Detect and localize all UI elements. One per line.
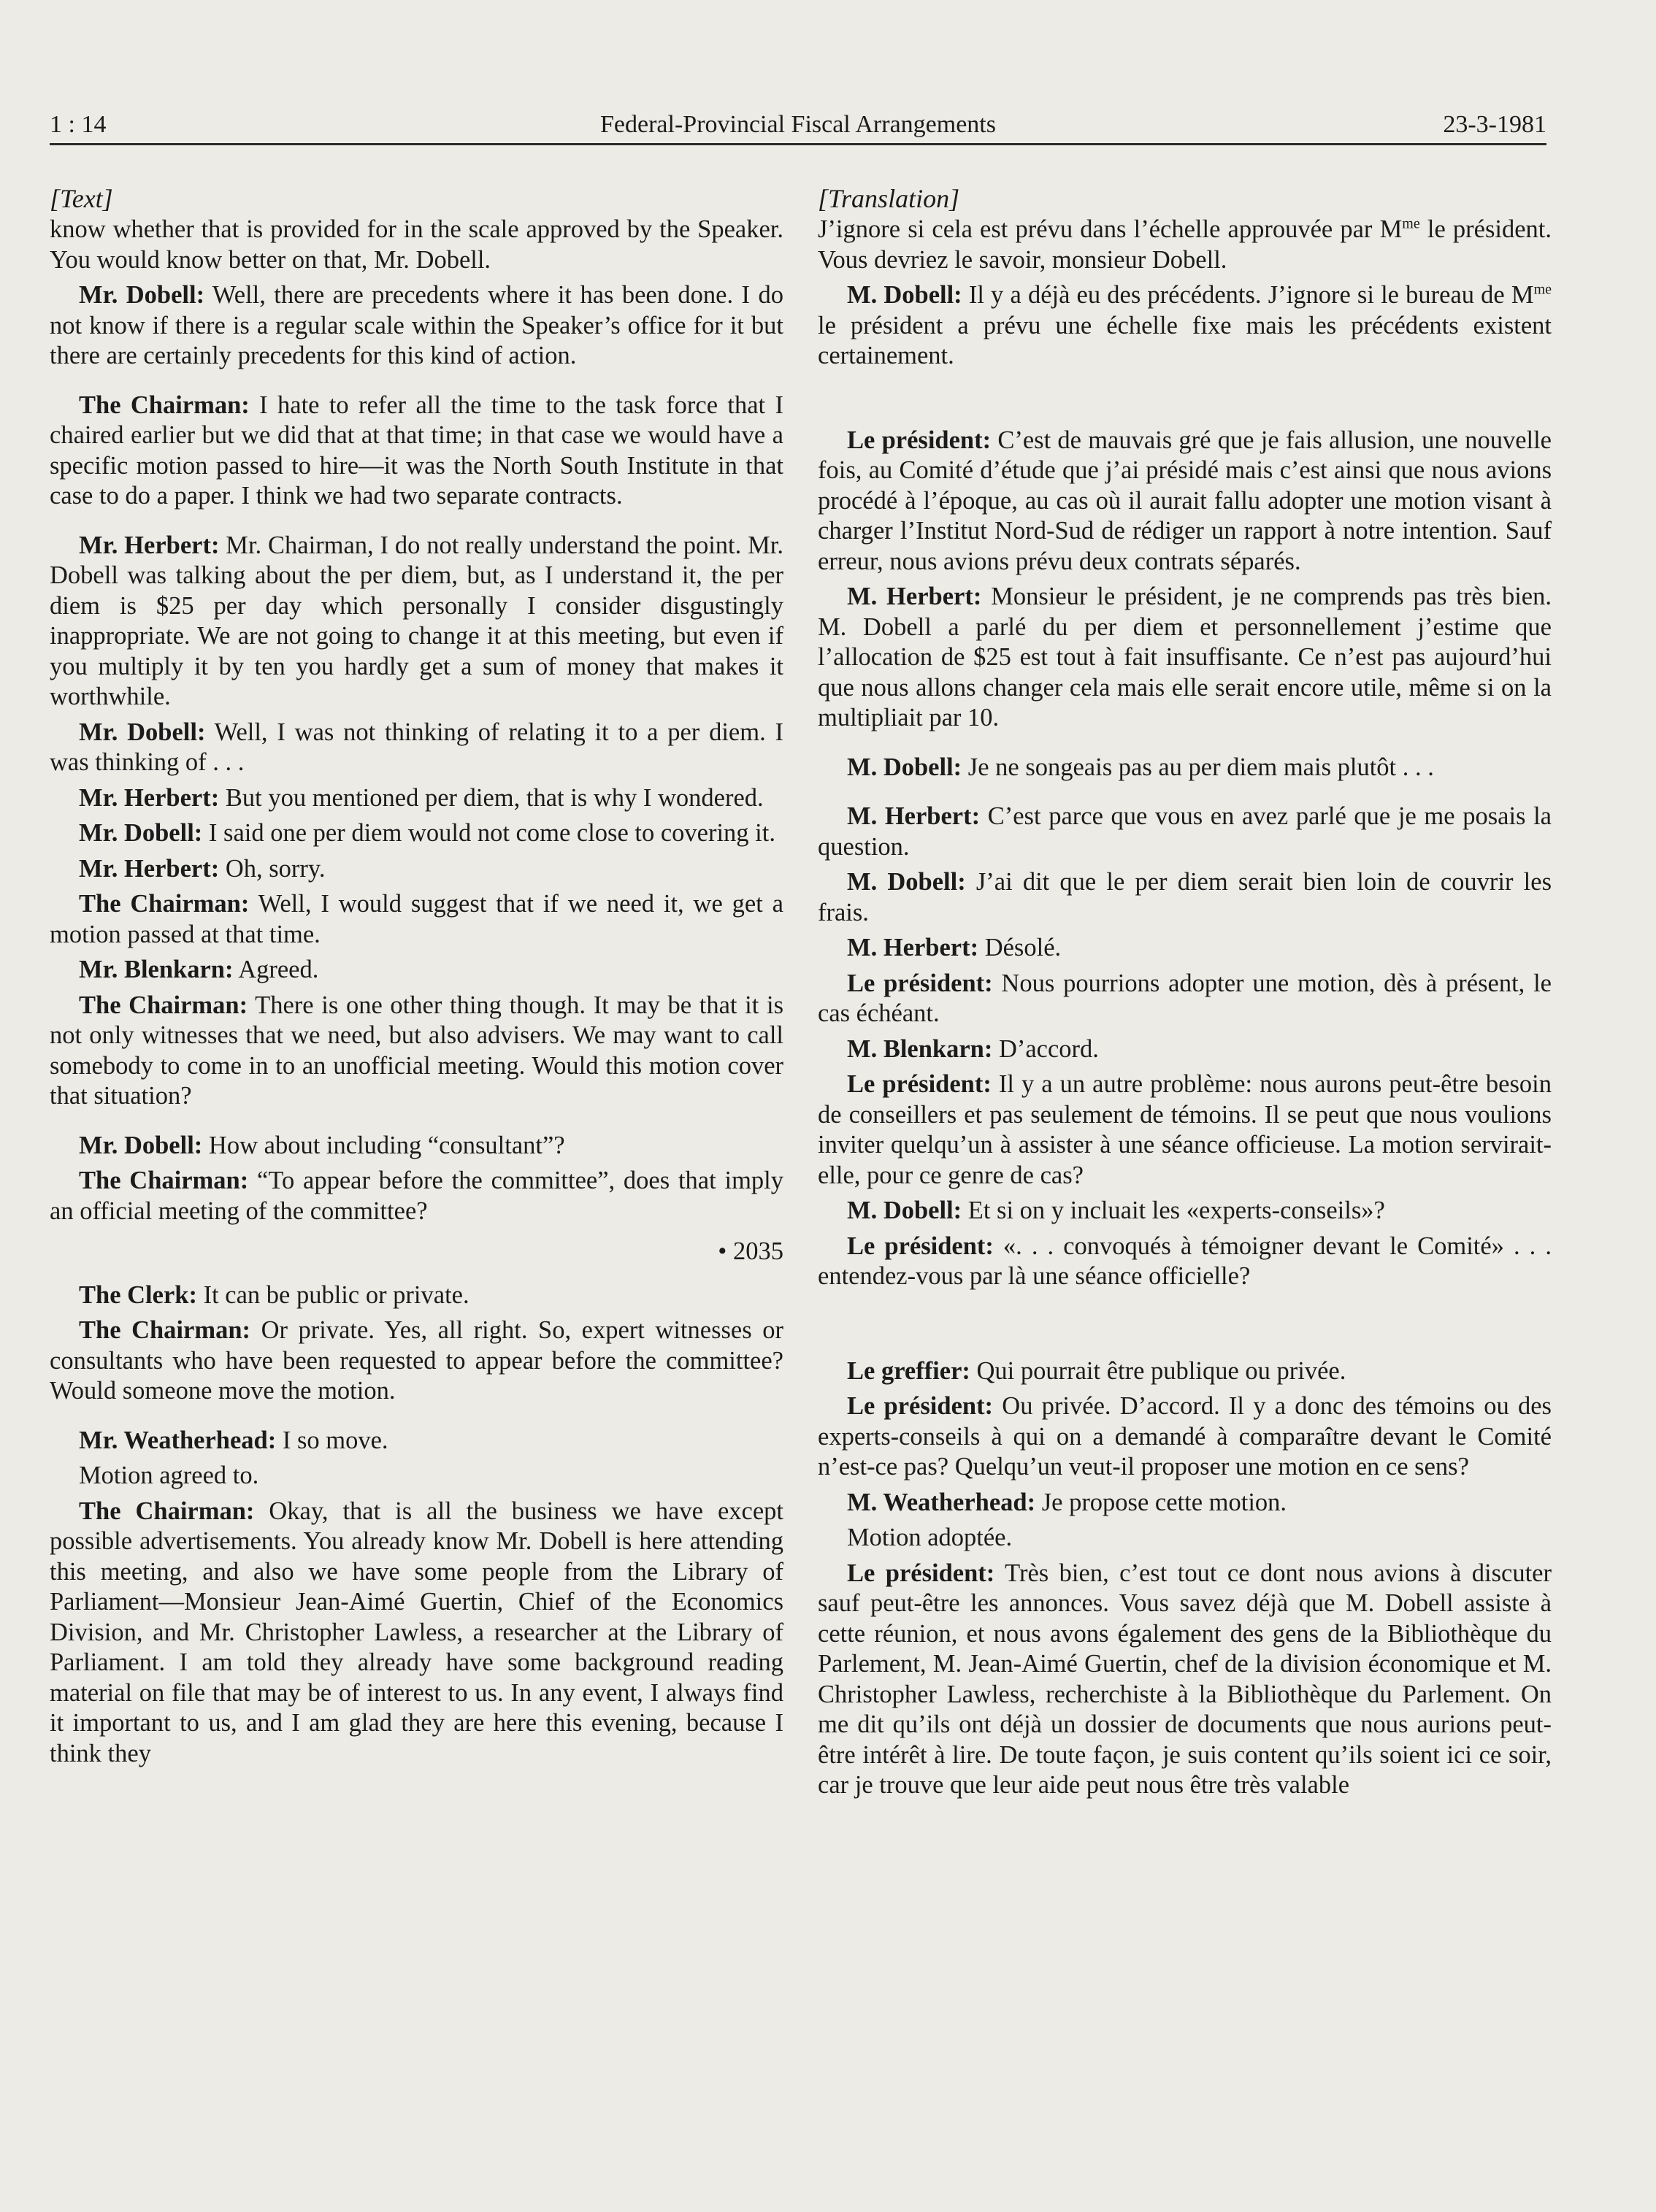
speaker-name: The Clerk: (79, 1280, 197, 1309)
speaker-name: Mr. Dobell: (79, 819, 203, 847)
transcript-paragraph (50, 391, 783, 512)
transcript-paragraph (50, 854, 783, 885)
transcript-paragraph (50, 1426, 783, 1456)
transcript-paragraph (818, 1232, 1552, 1292)
speaker-name: Mr. Herbert: (79, 854, 220, 883)
speech-text: How about including “consultant”? (202, 1131, 565, 1159)
speech-text: J’ignore si cela est prévu dans l’échelle approuvée par $M^{me}$ le président. Vous devriez le savoir, monsieur Dobell. (818, 215, 1552, 274)
english-paragraphs-part1 (50, 215, 783, 1226)
transcript-paragraph (818, 1356, 1552, 1387)
speech-text: Qui pourrait être publique ou privée. (970, 1356, 1346, 1385)
transcript-paragraph (818, 1196, 1552, 1226)
english-column (50, 183, 783, 1774)
transcript-paragraph (818, 1034, 1552, 1065)
speaker-name: M. Dobell: (847, 1197, 962, 1224)
speech-text: Nous pourrions adopter une motion, dès à présent, le cas échéant. (818, 969, 1552, 1027)
speech-text: Well, I would suggest that if we need it, we get a motion passed at that time. (50, 890, 783, 948)
transcript-paragraph (50, 783, 783, 814)
english-paragraphs-part2 (50, 1280, 783, 1770)
french-column (818, 183, 1552, 1806)
speech-text: Motion agreed to. (79, 1462, 259, 1489)
speaker-name: M. Herbert: (847, 583, 982, 610)
speaker-name: M. Dobell: (847, 753, 962, 781)
speaker-name: M. Herbert: (847, 934, 979, 961)
transcript-paragraph (50, 280, 783, 372)
speech-text: But you mentioned per diem, that is why I wondered. (219, 783, 764, 812)
running-title: Federal-Provincial Fiscal Arrangements (600, 111, 996, 138)
speaker-name: M. Blenkarn: (847, 1034, 993, 1063)
speaker-name: The Chairman: (79, 890, 250, 918)
speech-text: Et si on y incluait les «experts-conseils»? (962, 1197, 1385, 1224)
transcript-paragraph (50, 1316, 783, 1407)
speaker-name: Mr. Weatherhead: (79, 1426, 277, 1454)
speaker-name: Mr. Dobell: (79, 281, 205, 309)
speech-text: C’est parce que vous en avez parlé que je me posais la question. (818, 802, 1552, 861)
sitting-date: 23-3-1981 (1443, 111, 1546, 138)
speaker-name: The Chairman: (79, 1316, 250, 1344)
speech-text: C’est de mauvais gré que je fais allusion, une nouvelle fois, au Comité d’étude que j’ai présidé mais c’est ainsi que nous avions procédé à l’époque, au cas où il aurait fallu adopter une motion visant à charger l’Institut Nord-Sud de rédiger un rapport à notre intention. Sauf erreur, nous avions prévu deux contrats séparés. (818, 426, 1552, 575)
speech-text: Je propose cette motion. (1035, 1488, 1287, 1516)
transcript-paragraph (818, 1069, 1552, 1191)
speech-text: Motion adoptée. (847, 1524, 1013, 1551)
speech-text: I said one per diem would not come close to covering it. (202, 819, 775, 847)
transcript-paragraph (818, 933, 1552, 964)
speaker-name: Le président: (847, 1232, 994, 1260)
speech-text: Je ne songeais pas au per diem mais plutôt . . . (962, 753, 1434, 781)
translation-label: [Translation] (818, 184, 960, 213)
transcript-paragraph (818, 582, 1552, 734)
column-spacer (818, 1297, 1552, 1356)
speech-text: know whether that is provided for in the scale approved by the Speaker. You would know better on that, Mr. Dobell. (50, 215, 783, 274)
speech-text: J’ai dit que le per diem serait bien loin de couvrir les frais. (818, 868, 1552, 926)
transcript-paragraph (818, 1559, 1552, 1801)
speaker-name: M. Dobell: (847, 868, 966, 896)
transcript-paragraph (818, 426, 1552, 577)
speaker-name: Mr. Dobell: (79, 718, 206, 746)
transcript-paragraph (50, 1461, 783, 1491)
speech-text: There is one other thing though. It may be that it is not only witnesses that we need, but also advisers. We may want to call somebody to come in to an unofficial meeting. Would this motion cover that situation? (50, 991, 783, 1110)
transcript-paragraph (50, 991, 783, 1112)
speaker-name: Le président: (847, 426, 992, 454)
speech-text: It can be public or private. (196, 1280, 469, 1309)
speaker-name: Le greffier: (847, 1356, 970, 1385)
speech-text: Ou privée. D’accord. Il y a donc des témoins ou des experts-conseils à qui on a demandé à comparaître devant le Comité n’est-ce pas? Quelqu’un veut-il proposer une motion en ce sens? (818, 1392, 1552, 1481)
transcript-paragraph (818, 802, 1552, 862)
speech-text: «. . . convoqués à témoigner devant le Comité» . . . entendez-vous par là une séance officielle? (818, 1232, 1552, 1290)
transcript-paragraph (818, 1391, 1552, 1483)
transcript-paragraph (50, 1497, 783, 1770)
speaker-name: Mr. Herbert: (79, 783, 220, 812)
transcript-paragraph (818, 215, 1552, 275)
speaker-name: Mr. Herbert: (79, 531, 220, 559)
speaker-name: Le président: (847, 969, 993, 997)
transcript-paragraph (50, 1166, 783, 1226)
speech-text: Il y a un autre problème: nous aurons peut-être besoin de conseillers et pas seulement de témoins. Il se peut que nous voulions inviter quelqu’un à assister à une séance officieuse. La motion servirait-elle, pour ce genre de cas? (818, 1070, 1552, 1189)
speech-text: “To appear before the committee”, does that imply an official meeting of the committee? (50, 1167, 783, 1225)
running-head (50, 108, 1546, 145)
transcript-paragraph (818, 969, 1552, 1029)
transcript-paragraph (818, 867, 1552, 928)
transcript-paragraph (50, 718, 783, 778)
speaker-name: Le président: (847, 1070, 992, 1098)
speaker-name: The Chairman: (79, 391, 250, 419)
speech-text: Très bien, c’est tout ce dont nous avions à discuter sauf peut-être les annonces. Vous savez déjà que M. Dobell assiste à cette réunion, et nous avons également des gens de la Bibliothèque du Parlement, M. Jean-Aimé Guertin, chef de la division économique et M. Christopher Lawless, recherchiste à la Bibliothèque du Parlement. On me dit qu’ils ont déjà un dossier de documents que nous aurions peut-être intérêt à lire. De toute façon, je suis content qu’ils soient ici ce soir, car je trouve que leur aide peut nous être très valable (818, 1559, 1552, 1799)
speech-text: Il y a déjà eu des précédents. J’ignore si le bureau de $M^{me}$ le président a prévu une échelle fixe mais les précédents existent certainement. (818, 281, 1552, 369)
transcript-paragraph (818, 280, 1552, 372)
speech-text: Well, there are precedents where it has been done. I do not know if there is a regular scale within the Speaker’s office for it but there are certainly precedents for this kind of action. (50, 281, 783, 369)
speaker-name: Mr. Dobell: (79, 1131, 203, 1159)
speaker-name: The Chairman: (79, 1497, 255, 1525)
speech-text: D’accord. (992, 1034, 1099, 1063)
speaker-name: The Chairman: (79, 1167, 249, 1194)
speech-text: Or private. Yes, all right. So, expert witnesses or consultants who have been requested to appear before the committee? Would someone move the motion. (50, 1316, 783, 1405)
speech-text: Mr. Chairman, I do not really understand the point. Mr. Dobell was talking about the per diem, but, as I understand it, the per diem is $25 per day which personally I consider disgustingly inappropriate. We are not going to change it at this meeting, but even if you multiply it by ten you hardly get a sum of money that makes it worthwhile. (50, 531, 783, 710)
speaker-name: M. Weatherhead: (847, 1488, 1036, 1516)
transcript-paragraph (818, 1488, 1552, 1518)
speech-text: Oh, sorry. (219, 854, 326, 883)
transcript-paragraph (50, 531, 783, 713)
french-paragraphs-part1 (818, 215, 1552, 1292)
page-number: 1 : 14 (50, 111, 107, 138)
speaker-name: Le président: (847, 1392, 994, 1420)
transcript-paragraph (818, 753, 1552, 783)
transcript-paragraph (50, 955, 783, 986)
transcript-paragraph (50, 1131, 783, 1161)
french-paragraphs-part2 (818, 1356, 1552, 1801)
transcript-paragraph (818, 1523, 1552, 1554)
speaker-name: M. Dobell: (847, 281, 962, 309)
speech-text: Monsieur le président, je ne comprends pas très bien. M. Dobell a parlé du per diem et personnellement j’estime que l’allocation de $25 est tout à fait insuffisante. Ce n’est pas aujourd’hui que nous allons changer cela mais elle serait encore utile, même si on la multipliait par 10. (818, 583, 1552, 731)
transcript-paragraph (50, 889, 783, 950)
speech-text: I so move. (276, 1426, 388, 1454)
speech-text: Désolé. (978, 934, 1062, 961)
time-marker: • 2035 (718, 1237, 783, 1265)
speech-text: I hate to refer all the time to the task force that I chaired earlier but we did that at that time; in that case we would have a specific motion passed to hire—it was the North South Institute in that case to do a paper. I think we had two separate contracts. (50, 391, 783, 510)
speaker-name: The Chairman: (79, 991, 248, 1019)
speaker-name: M. Herbert: (847, 802, 981, 830)
speaker-name: Le président: (847, 1559, 995, 1587)
speaker-name: Mr. Blenkarn: (79, 956, 234, 983)
transcript-paragraph (50, 215, 783, 275)
speech-text: Agreed. (233, 956, 319, 983)
text-label: [Text] (50, 184, 113, 213)
transcript-paragraph (50, 1280, 783, 1311)
speech-text: Okay, that is all the business we have except possible advertisements. You already know Mr. Dobell is here attending this meeting, and also we have some people from the Library of Parliament—Monsieur Jean-Aimé Guertin, Chief of the Economics Division, and Mr. Christopher Lawless, a researcher at the Library of Parliament. I am told they already have some background reading material on file that may be of interest to us. In any event, I always find it important to us, and I am glad they are here this evening, because I think they (50, 1497, 783, 1767)
speech-text: Well, I was not thinking of relating it to a per diem. I was thinking of . . . (50, 718, 783, 776)
transcript-paragraph (50, 818, 783, 849)
